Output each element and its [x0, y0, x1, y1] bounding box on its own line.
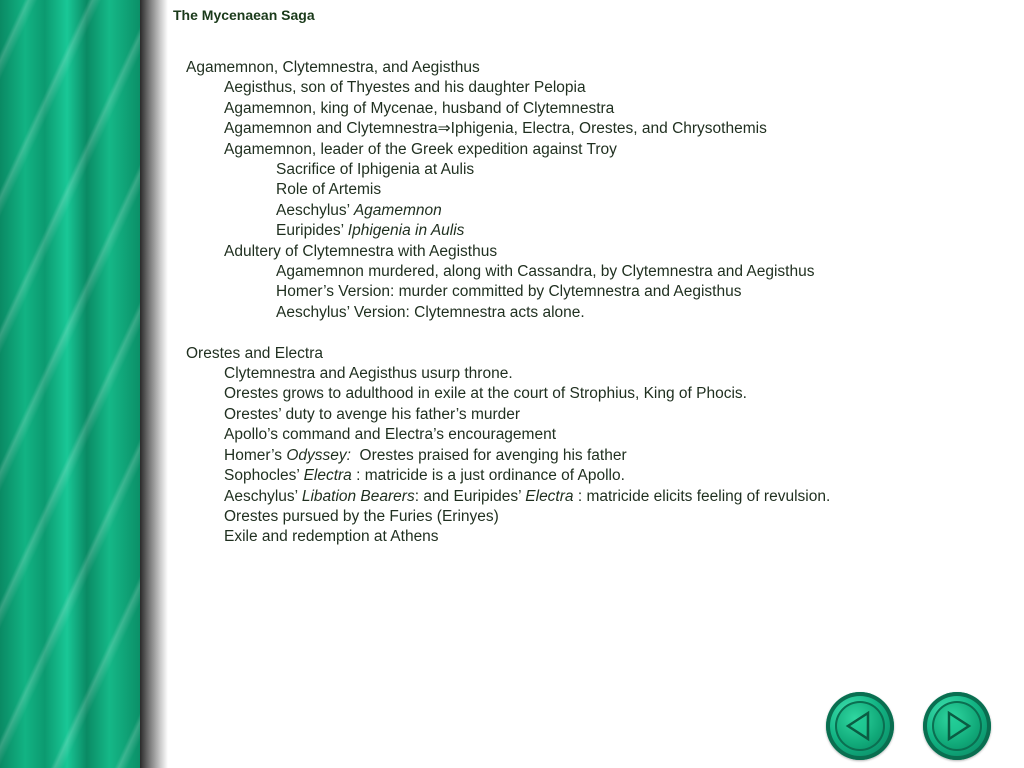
outline-item — [186, 527, 1006, 547]
outline-text: Homer’s Version: murder committed by Clytemnestra and Aegisthus — [276, 283, 742, 301]
outline-text: Aeschylus’ Version: Clytemnestra acts alone. — [276, 303, 585, 321]
outline-text: Role of Artemis — [276, 181, 382, 199]
outline-item — [186, 507, 1006, 527]
outline-item — [186, 487, 1006, 507]
outline-item — [186, 221, 1006, 241]
outline-text: Agamemnon, king of Mycenae, husband of Clytemnestra — [224, 99, 615, 117]
triangle-left-icon — [835, 701, 885, 751]
outline-text: Homer’s — [224, 446, 287, 464]
next-slide-button[interactable] — [923, 692, 991, 760]
outline-text: Sacrifice of Iphigenia at Aulis — [276, 161, 475, 179]
outline-text: Agamemnon murdered, along with Cassandra, by Clytemnestra and Aegisthus — [276, 263, 815, 281]
italic-title-text: Iphigenia in Aulis — [347, 222, 465, 240]
outline-item — [186, 384, 1006, 404]
decorative-green-band — [0, 0, 140, 768]
outline-text: : matricide is a just ordinance of Apollo. — [351, 467, 625, 485]
band-shadow — [140, 0, 168, 768]
italic-title-text: Libation Bearers — [301, 487, 415, 505]
outline-item — [186, 446, 1006, 466]
outline-text: Agamemnon, leader of the Greek expedition against Troy — [224, 140, 617, 158]
outline-text: Sophocles’ — [224, 467, 304, 485]
outline-item — [186, 180, 1006, 200]
italic-title-text: Electra — [525, 487, 574, 505]
outline-heading — [186, 344, 1006, 364]
outline-item — [186, 242, 1006, 262]
outline-text: Orestes and Electra — [186, 344, 323, 362]
outline-item — [186, 201, 1006, 221]
outline-item — [186, 466, 1006, 486]
outline-text: Agamemnon and Clytemnestra⇒Iphigenia, Electra, Orestes, and Chrysothemis — [224, 120, 767, 138]
outline-text: Apollo’s command and Electra’s encouragement — [224, 426, 557, 444]
outline-item — [186, 140, 1006, 160]
blank-line — [186, 323, 1006, 343]
outline-item — [186, 78, 1006, 98]
outline-text: Aeschylus’ — [276, 201, 354, 219]
outline-item — [186, 99, 1006, 119]
triangle-right-icon — [932, 701, 982, 751]
outline-text: Orestes praised for avenging his father — [350, 446, 627, 464]
outline-item — [186, 262, 1006, 282]
outline-item — [186, 282, 1006, 302]
outline-text: Exile and redemption at Athens — [224, 528, 439, 546]
outline-text: Euripides’ — [276, 222, 348, 240]
outline-text: : matricide elicits feeling of revulsion. — [573, 487, 831, 505]
outline-item — [186, 160, 1006, 180]
outline-text: Agamemnon, Clytemnestra, and Aegisthus — [186, 59, 480, 76]
italic-title-text: Agamemnon — [353, 201, 442, 219]
italic-title-text: Electra — [303, 467, 352, 485]
outline-text: : and Euripides’ — [414, 487, 526, 505]
outline-text: Orestes pursued by the Furies (Erinyes) — [224, 507, 499, 525]
outline-content — [186, 58, 1006, 548]
outline-text: Orestes grows to adulthood in exile at the court of Strophius, King of Phocis. — [224, 385, 747, 403]
outline-item — [186, 364, 1006, 384]
outline-item — [186, 303, 1006, 323]
outline-text: Aeschylus’ — [224, 487, 302, 505]
outline-text: Aegisthus, son of Thyestes and his daughter Pelopia — [224, 79, 586, 97]
outline-text: Clytemnestra and Aegisthus usurp throne. — [224, 365, 513, 383]
outline-heading — [186, 58, 1006, 78]
previous-slide-button[interactable] — [826, 692, 894, 760]
outline-text: Orestes’ duty to avenge his father’s murder — [224, 405, 521, 423]
italic-title-text: Odyssey: — [286, 446, 351, 464]
slide-title: The Mycenaean Saga — [173, 7, 315, 23]
outline-text: Adultery of Clytemnestra with Aegisthus — [224, 242, 498, 260]
outline-item — [186, 405, 1006, 425]
outline-item — [186, 119, 1006, 139]
outline-item — [186, 425, 1006, 445]
